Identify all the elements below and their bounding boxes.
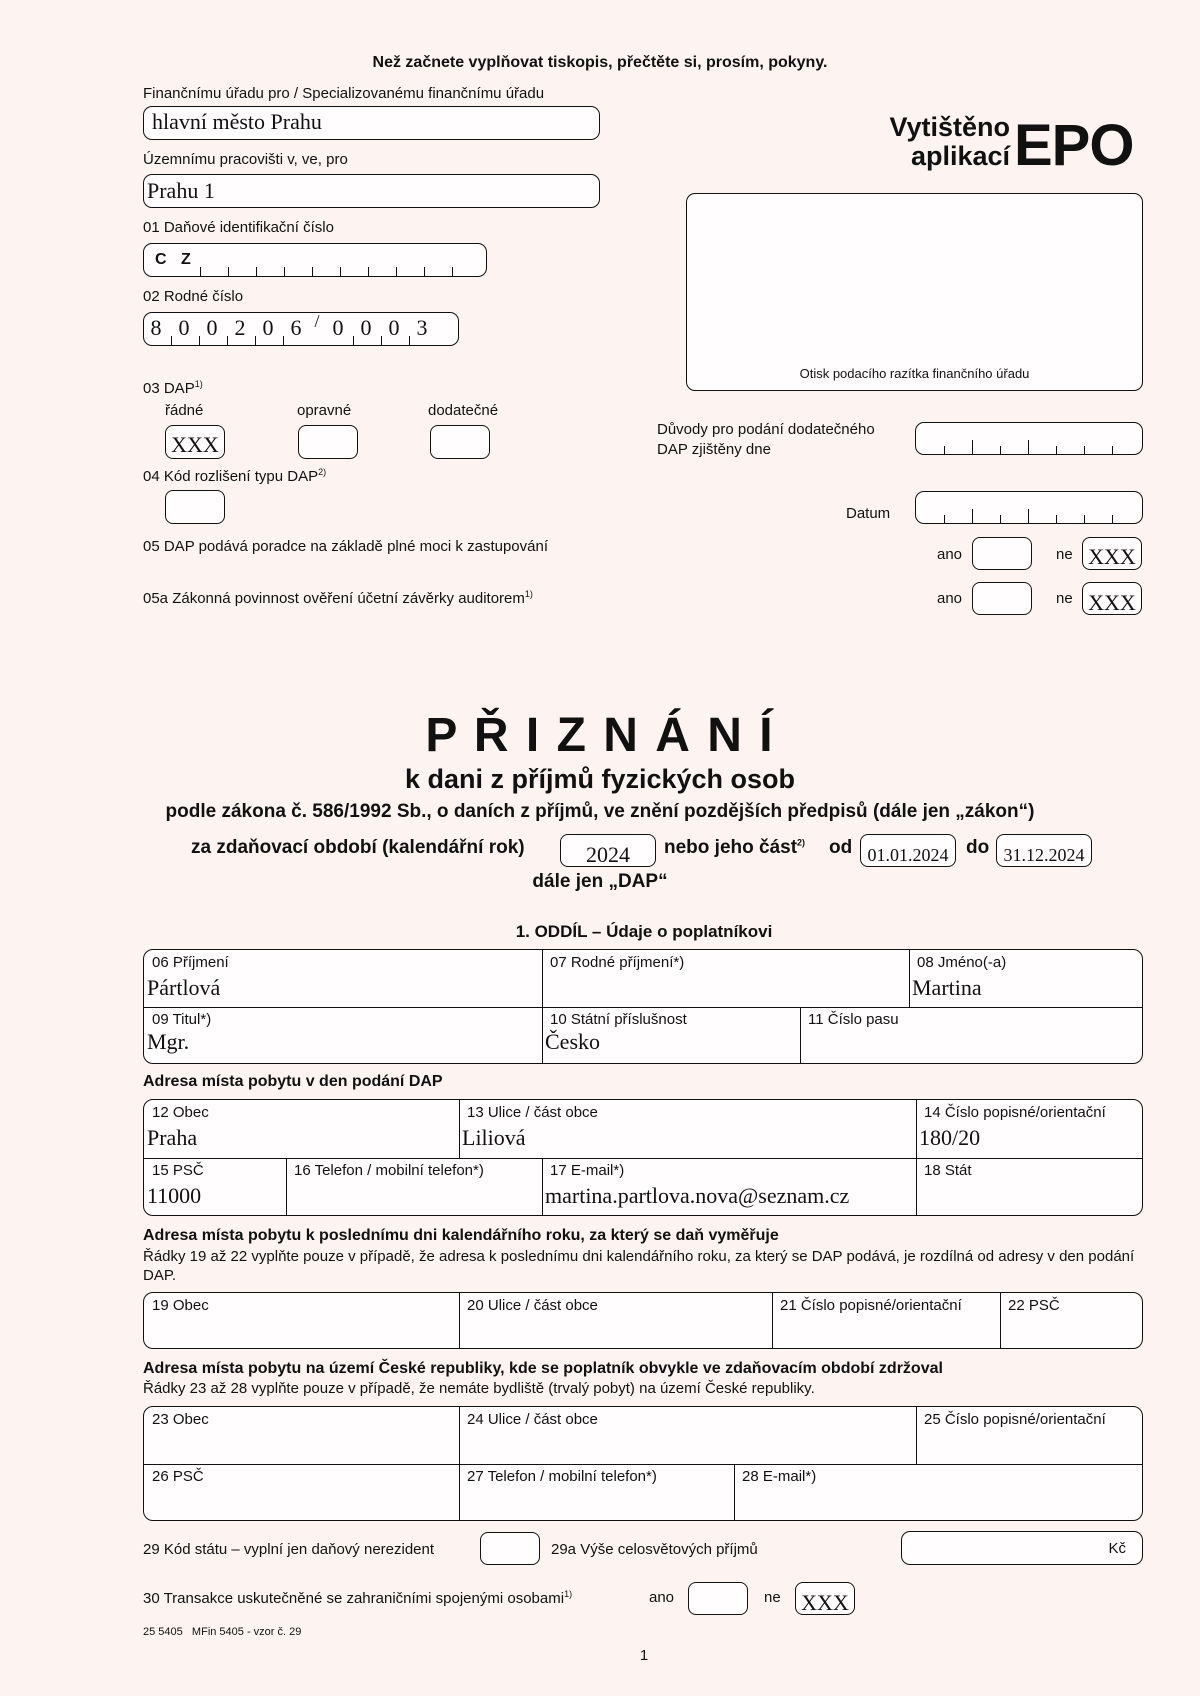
date-separator [972, 509, 973, 523]
dap-code-field[interactable] [165, 490, 225, 524]
f19-label: 19 Obec [152, 1297, 209, 1314]
f11-label: 11 Číslo pasu [808, 1011, 899, 1028]
address-lastday-note: Řádky 19 až 22 vyplňte pouze v případě, že adresa k poslednímu dni kalendářního roku, za který se DAP podává, je rozdílná od adresy v den podání DAP. [143, 1248, 1135, 1284]
office-value: hlavní město Prahu [152, 109, 322, 134]
dap-code-label-text: 04 Kód rozlišení typu DAP [143, 468, 319, 485]
epo-caption-line2: aplikací [910, 141, 1010, 171]
section1-heading: 1. ODDÍL – Údaje o poplatníkovi [515, 922, 773, 941]
f08-label: 08 Jméno(-a) [917, 954, 1007, 971]
f10-value: Česko [545, 1029, 600, 1054]
page-number: 1 [639, 1647, 649, 1664]
f18-cell[interactable] [916, 1158, 1143, 1216]
f20-label: 20 Ulice / část obce [467, 1297, 598, 1314]
f12-label: 12 Obec [152, 1104, 209, 1121]
date-separator [1028, 509, 1029, 523]
f23-cell[interactable] [144, 1407, 459, 1464]
form-code: 25 5405 MFin 5405 - vzor č. 29 [143, 1626, 302, 1638]
do-field[interactable]: 31.12.2024 [996, 834, 1092, 867]
f09-cell[interactable] [144, 1007, 542, 1064]
rodne-cislo-digit: 2 [234, 315, 246, 340]
dic-prefix-c: C [155, 251, 167, 268]
f22-label: 22 PSČ [1008, 1297, 1060, 1314]
date-separator [944, 515, 945, 523]
q29a-currency: Kč [1108, 1540, 1126, 1557]
f12-cell[interactable] [144, 1100, 459, 1158]
do-label: do [966, 837, 990, 858]
od-label: od [829, 837, 853, 858]
dic-separator [312, 267, 313, 276]
q05a-ano-label: ano [937, 590, 963, 607]
q05-ano-checkbox[interactable] [972, 537, 1032, 570]
address-current-heading: Adresa místa pobytu v den podání DAP [143, 1073, 443, 1090]
f20-cell[interactable] [459, 1293, 772, 1349]
date-label: Datum [846, 505, 891, 522]
period-label: za zdaňovací období (kalendářní rok) [191, 837, 525, 858]
date-separator [1084, 515, 1085, 523]
epo-logo: EPO [1014, 113, 1134, 178]
q05a-ano-checkbox[interactable] [972, 582, 1032, 615]
rodne-cislo-digit: 0 [178, 315, 190, 340]
dic-label: 01 Daňové identifikační číslo [143, 219, 334, 236]
dap-type-label [143, 379, 203, 397]
rodne-cislo-separator [255, 336, 256, 345]
date-separator [1112, 446, 1113, 454]
reasons-label-line1: Důvody pro podání dodatečného [657, 421, 875, 438]
q30-ne-label: ne [764, 1589, 781, 1606]
q05a-label-sup: 1) [524, 589, 533, 599]
q29-field[interactable] [480, 1532, 540, 1565]
epo-caption [880, 113, 1010, 171]
q29a-label: 29a Výše celosvětových příjmů [551, 1541, 758, 1558]
rodne-cislo-digit: 3 [416, 315, 428, 340]
f11-cell[interactable] [800, 1007, 1143, 1064]
q05a-label [143, 589, 533, 607]
dic-separator [256, 267, 257, 276]
dap-radne-label: řádné [165, 402, 204, 419]
q30-label [143, 1589, 572, 1607]
rodne-cislo-separator [171, 336, 172, 345]
f13-cell[interactable] [459, 1100, 916, 1158]
dap-opravne-checkbox[interactable] [298, 425, 358, 459]
f15-value: 11000 [147, 1183, 202, 1208]
form-law: podle zákona č. 586/1992 Sb., o daních z příjmů, ve znění pozdějších předpisů (dále jen „zákon“) [165, 801, 1035, 822]
epo-caption-line1: Vytištěno [889, 112, 1010, 142]
dic-separator [368, 267, 369, 276]
date-field[interactable] [915, 491, 1143, 524]
dic-prefix-z: Z [181, 251, 191, 268]
taxpayer-grid [143, 949, 1143, 1064]
form-title: P Ř I Z N Á N Í [425, 709, 775, 762]
f10-cell[interactable] [542, 1007, 800, 1064]
reasons-label-line2: DAP zjištěny dne [657, 441, 771, 458]
part-label [664, 837, 805, 859]
address-lastday-grid [143, 1292, 1143, 1349]
address-cz-heading: Adresa místa pobytu na území České republiky, kde se poplatník obvykle ve zdaňovacím období zdržoval [143, 1360, 943, 1377]
f16-cell[interactable] [286, 1158, 542, 1216]
f09-value: Mgr. [147, 1029, 190, 1054]
dic-separator [424, 267, 425, 276]
f27-cell[interactable] [459, 1464, 734, 1521]
f24-label: 24 Ulice / část obce [467, 1411, 598, 1428]
q05-label: 05 DAP podává poradce na základě plné moci k zastupování [143, 538, 548, 555]
f07-cell[interactable] [542, 950, 909, 1007]
f25-cell[interactable] [916, 1407, 1143, 1464]
f15-label: 15 PSČ [152, 1162, 204, 1179]
date-separator [1084, 446, 1085, 454]
date-separator [1000, 446, 1001, 454]
date-separator [1056, 515, 1057, 523]
q29-label: 29 Kód státu – vyplní jen daňový nerezident [143, 1541, 435, 1558]
form-subtitle: k dani z příjmů fyzických osob [404, 764, 796, 794]
f26-cell[interactable] [144, 1464, 459, 1521]
branch-label: Územnímu pracovišti v, ve, pro [143, 151, 348, 168]
dic-separator [228, 267, 229, 276]
f22-cell[interactable] [1000, 1293, 1143, 1349]
reasons-date-field[interactable] [915, 422, 1143, 455]
dic-separator [284, 267, 285, 276]
office-field[interactable] [143, 106, 600, 140]
q30-label-sup: 1) [564, 1589, 573, 1599]
f10-label: 10 Státní příslušnost [550, 1011, 687, 1028]
f14-label: 14 Číslo popisné/orientační [924, 1104, 1106, 1121]
f07-label: 07 Rodné příjmení*) [550, 954, 685, 971]
q05a-label-text: 05a Zákonná povinnost ověření účetní závěrky auditorem [143, 590, 525, 607]
date-separator [972, 440, 973, 454]
address-current-grid [143, 1099, 1143, 1216]
f26-label: 26 PSČ [152, 1468, 204, 1485]
q05a-ne-checkbox[interactable]: XXX [1082, 582, 1142, 615]
f23-label: 23 Obec [152, 1411, 209, 1428]
f25-label: 25 Číslo popisné/orientační [924, 1411, 1106, 1428]
rodne-cislo-separator [381, 336, 382, 345]
rodne-cislo-separator [199, 336, 200, 345]
dap-dodatecne-checkbox[interactable] [430, 425, 490, 459]
rodne-cislo-slash: / [314, 311, 320, 331]
dic-separator [452, 267, 453, 276]
f12-value: Praha [147, 1125, 198, 1150]
dap-code-label-sup: 2) [318, 467, 327, 477]
instruction-text: Než začnete vyplňovat tiskopis, přečtěte si, prosím, pokyny. [372, 54, 828, 71]
rodne-cislo-label: 02 Rodné číslo [143, 288, 244, 305]
rodne-cislo-digit: 0 [332, 315, 344, 340]
rodne-cislo-digit: 0 [262, 315, 274, 340]
q30-ne-checkbox[interactable]: XXX [795, 1582, 855, 1615]
f06-value: Pártlová [147, 975, 221, 1000]
dic-separator [340, 267, 341, 276]
f17-label: 17 E-mail*) [550, 1162, 625, 1179]
address-cz-note: Řádky 23 až 28 vyplňte pouze v případě, že nemáte bydliště (trvalý pobyt) na území České republiky. [143, 1380, 815, 1397]
f16-label: 16 Telefon / mobilní telefon*) [294, 1162, 484, 1179]
f24-cell[interactable] [459, 1407, 916, 1464]
dale-jen: dále jen „DAP“ [532, 871, 668, 892]
f13-label: 13 Ulice / část obce [467, 1104, 598, 1121]
f21-label: 21 Číslo popisné/orientační [780, 1297, 962, 1314]
f18-label: 18 Stát [924, 1162, 972, 1179]
dic-separator [200, 267, 201, 276]
dap-radne-checkbox[interactable]: XXX [165, 425, 225, 459]
rodne-cislo-digit: 6 [290, 315, 302, 340]
stamp-caption: Otisk podacího razítka finančního úřadu [799, 366, 1030, 381]
office-label: Finančnímu úřadu pro / Specializovanému finančnímu úřadu [143, 85, 545, 102]
q30-ano-label: ano [649, 1589, 675, 1606]
f08-value: Martina [912, 975, 982, 1000]
stamp-box [686, 193, 1143, 391]
f14-value: 180/20 [919, 1125, 981, 1150]
rodne-cislo-digit: 0 [388, 315, 400, 340]
f13-value: Liliová [462, 1125, 526, 1150]
q29a-field[interactable] [901, 1531, 1143, 1565]
q05-ne-checkbox[interactable]: XXX [1082, 537, 1142, 570]
reasons-label [657, 420, 875, 460]
q05-ne-label: ne [1056, 546, 1073, 563]
part-label-text: nebo jeho část [664, 837, 798, 858]
q05-ano-label: ano [937, 546, 963, 563]
rodne-cislo-digit: 0 [360, 315, 372, 340]
f15-cell[interactable] [144, 1158, 286, 1216]
address-cz-grid [143, 1406, 1143, 1521]
f14-cell[interactable] [916, 1100, 1143, 1158]
date-separator [1112, 515, 1113, 523]
f06-label: 06 Příjmení [152, 954, 229, 971]
f17-cell[interactable] [542, 1158, 916, 1216]
year-field[interactable]: 2024 [560, 834, 656, 867]
q30-label-text: 30 Transakce uskutečněné se zahraničními spojenými osobami [143, 1590, 565, 1607]
f08-cell[interactable] [909, 950, 1143, 1007]
dic-separator [396, 267, 397, 276]
date-separator [944, 446, 945, 454]
q05a-ne-label: ne [1056, 590, 1073, 607]
f17-value: martina.partlova.nova@seznam.cz [545, 1183, 850, 1208]
rodne-cislo-digit: 0 [206, 315, 218, 340]
part-label-sup: 2) [797, 837, 806, 848]
f06-cell[interactable] [144, 950, 542, 1007]
date-separator [1000, 515, 1001, 523]
dic-field[interactable] [143, 243, 487, 277]
dap-opravne-label: opravné [297, 402, 352, 419]
rodne-cislo-separator [409, 336, 410, 345]
dap-type-label-sup: 1) [194, 379, 203, 389]
date-separator [1056, 446, 1057, 454]
date-separator [1028, 440, 1029, 454]
f21-cell[interactable] [772, 1293, 1000, 1349]
branch-field[interactable] [143, 174, 600, 208]
rodne-cislo-digit: 8 [150, 315, 162, 340]
rodne-cislo-separator [353, 336, 354, 345]
dap-code-label [143, 467, 326, 485]
f28-cell[interactable] [734, 1464, 1143, 1521]
rodne-cislo-separator [283, 336, 284, 345]
dap-type-label-text: 03 DAP [143, 380, 195, 397]
branch-value: Prahu 1 [147, 178, 215, 203]
f09-label: 09 Titul*) [152, 1011, 212, 1028]
f27-label: 27 Telefon / mobilní telefon*) [467, 1468, 657, 1485]
f28-label: 28 E-mail*) [742, 1468, 817, 1485]
q30-ano-checkbox[interactable] [688, 1582, 748, 1615]
address-lastday-heading: Adresa místa pobytu k poslednímu dni kalendářního roku, za který se daň vyměřuje [143, 1227, 779, 1244]
rodne-cislo-field[interactable] [143, 312, 459, 346]
rodne-cislo-separator [227, 336, 228, 345]
od-field[interactable]: 01.01.2024 [860, 834, 956, 867]
dap-dodatecne-label: dodatečné [428, 402, 499, 419]
f19-cell[interactable] [144, 1293, 459, 1349]
